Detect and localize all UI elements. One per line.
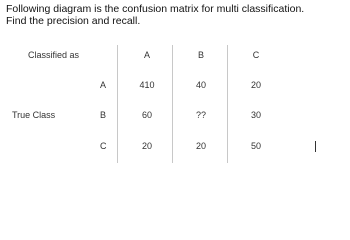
column-header-a: A [143,50,150,60]
cell-a-b: 40 [195,80,206,90]
row-header-b: B [100,110,107,120]
question-line-1: Following diagram is the confusion matrix for multi classification. [6,3,305,15]
question-line-2: Find the precision and recall. [6,15,141,27]
column-divider [172,45,173,163]
classified-as-label: Classified as [28,50,80,60]
cell-c-c: 50 [250,141,261,151]
cell-a-a: 410 [139,80,155,90]
column-header-b: B [197,50,204,60]
true-class-label: True Class [12,110,56,120]
column-header-c: C [252,50,260,60]
column-divider [117,45,118,163]
cell-b-a: 60 [141,110,152,120]
row-header-c: C [100,141,107,151]
column-divider [227,45,228,163]
cell-a-c: 20 [250,80,261,90]
cell-b-b: ?? [195,110,206,120]
row-header-a: A [100,80,107,90]
cell-c-b: 20 [195,141,206,151]
cell-b-c: 30 [250,110,261,120]
cell-c-a: 20 [141,141,152,151]
text-cursor [315,141,316,152]
